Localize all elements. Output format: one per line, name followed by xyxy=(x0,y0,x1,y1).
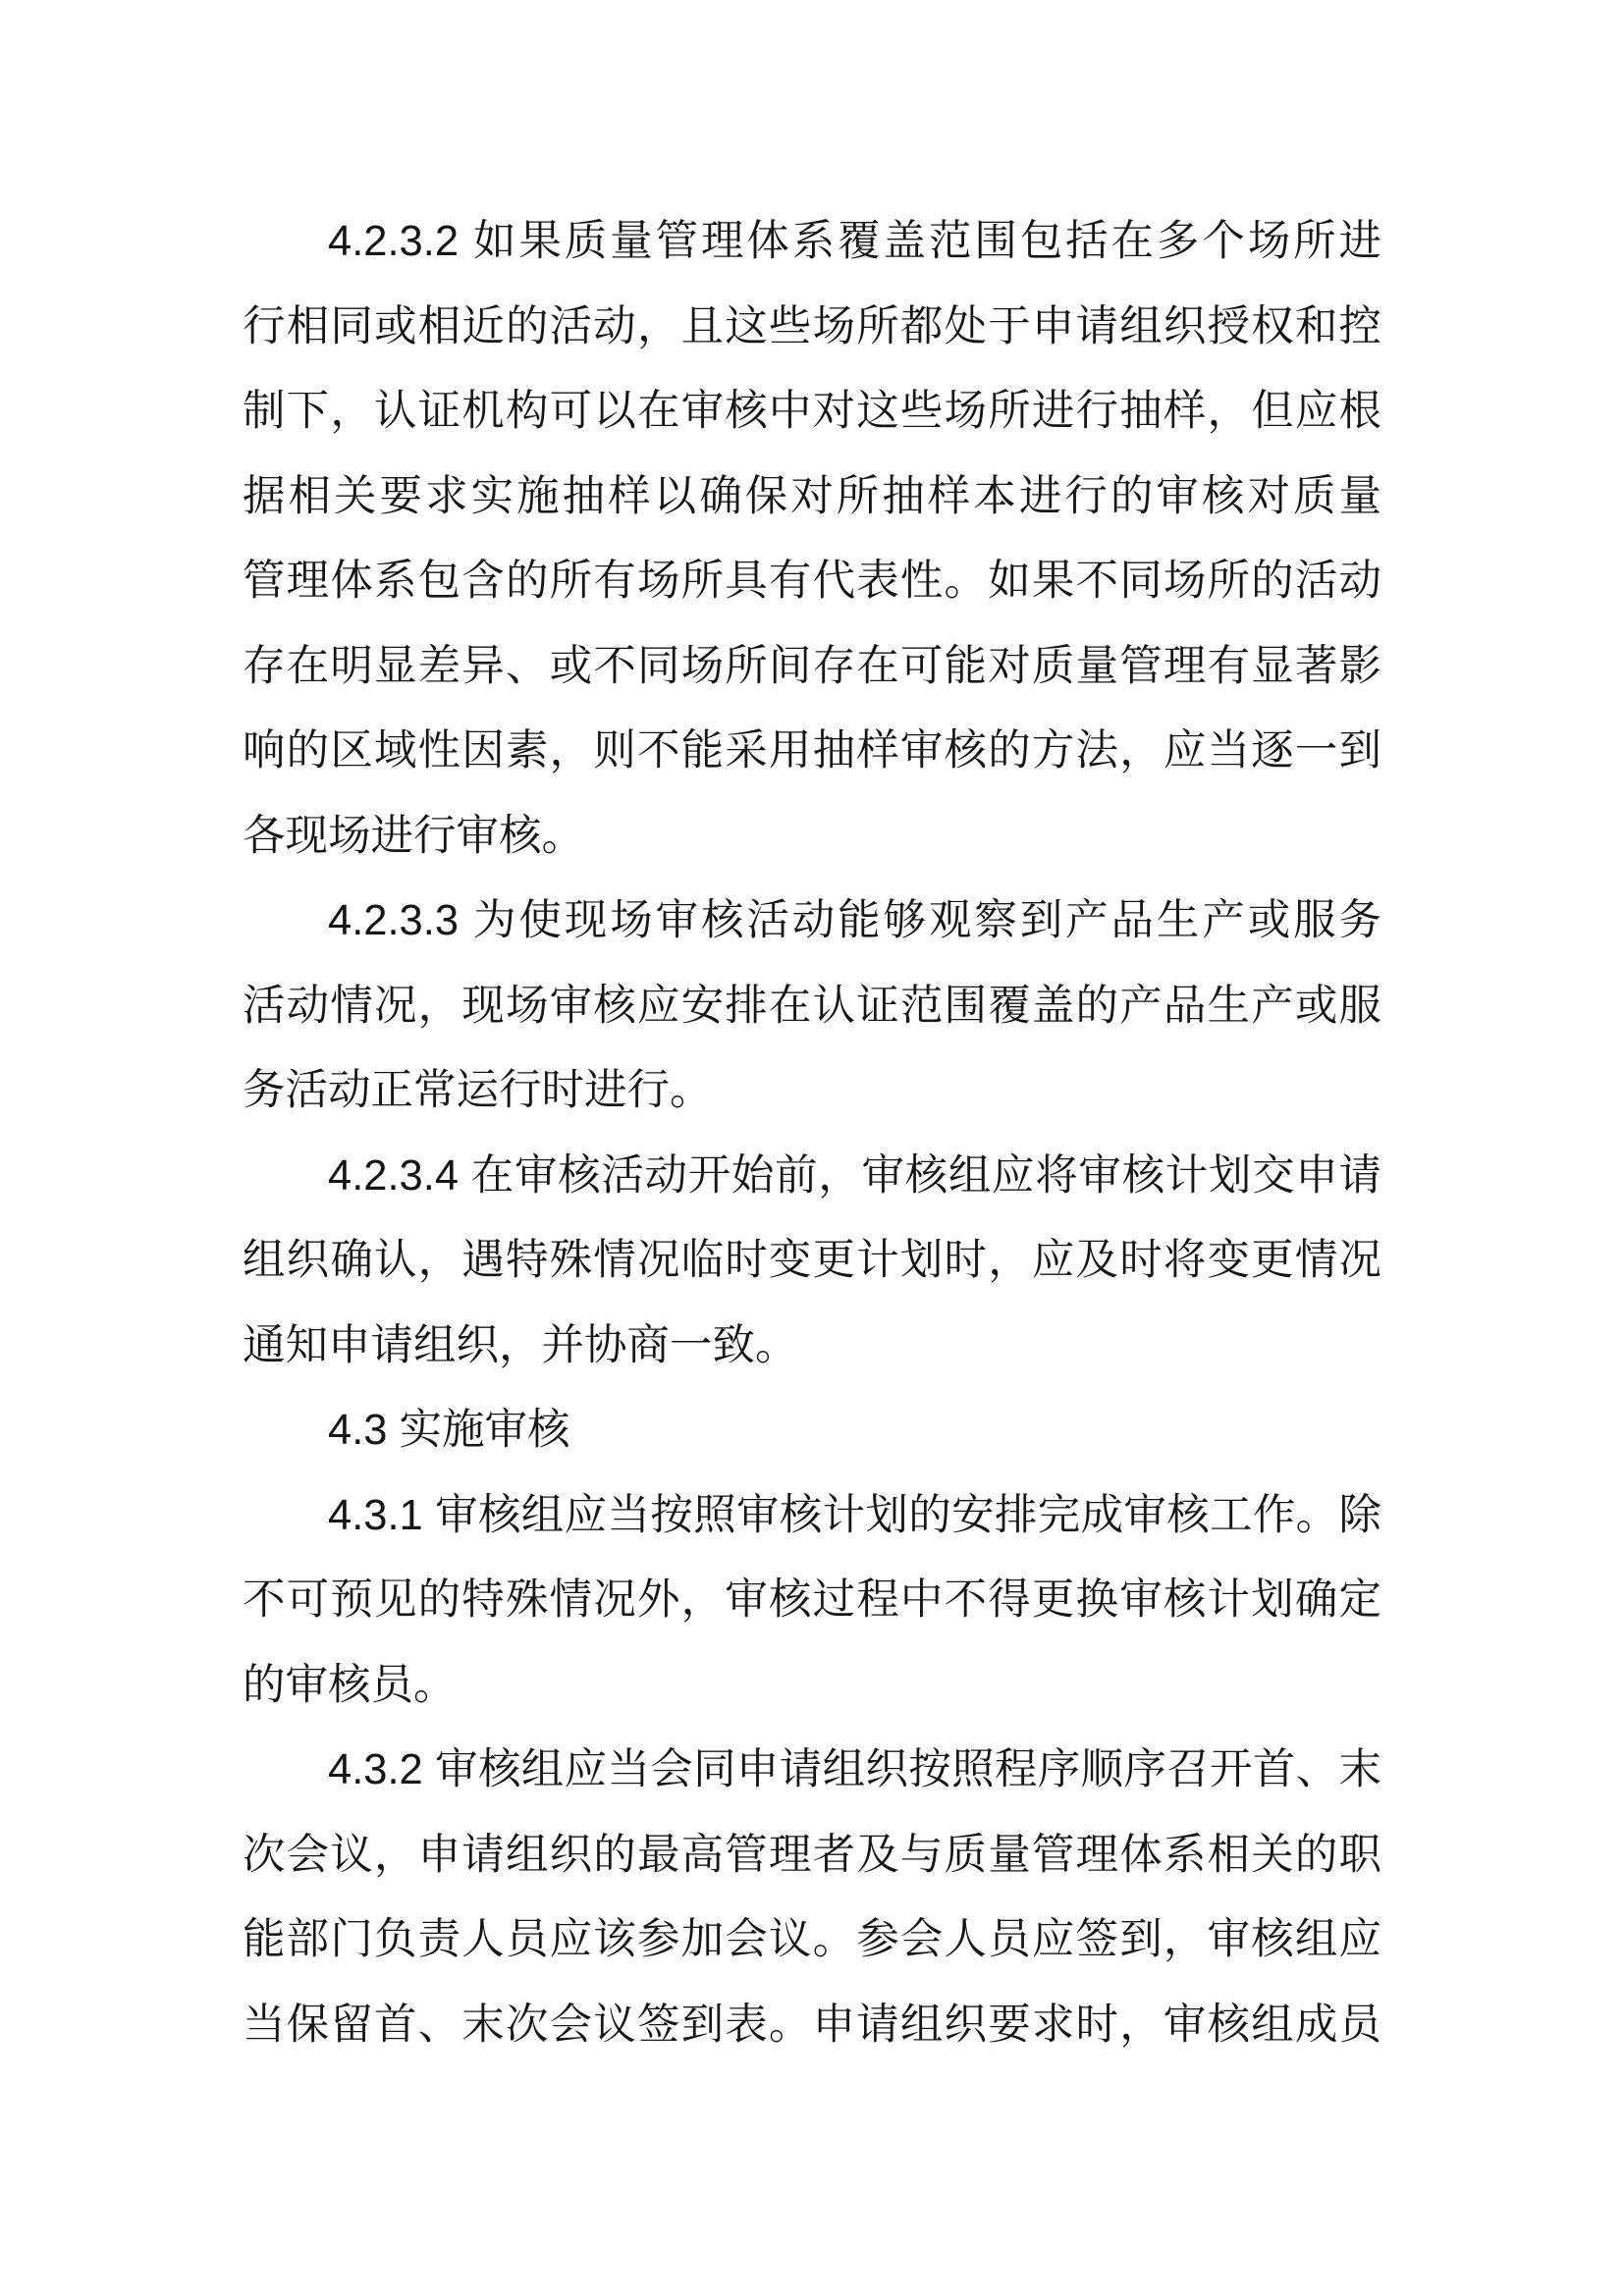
text-line: 4.3.2 审核组应当会同申请组织按照程序顺序召开首、末 xyxy=(328,1746,1381,1793)
text-line: 存在明显差异、或不同场所间存在可能对质量管理有显著影 xyxy=(243,642,1381,690)
page-text xyxy=(243,199,1381,2067)
text-line: 务活动正常运行时进行。 xyxy=(243,1067,713,1114)
text-line: 4.2.3.4 在审核活动开始前，审核组应将审核计划交申请 xyxy=(328,1151,1381,1200)
text-line: 制下，认证机构可以在审核中对这些场所进行抽样，但应根 xyxy=(243,388,1381,435)
text-line: 管理体系包含的所有场所具有代表性。如果不同场所的活动 xyxy=(243,558,1381,605)
text-line: 组织确认，遇特殊情况临时变更计划时，应及时将变更情况 xyxy=(243,1237,1381,1284)
text-line: 据相关要求实施抽样以确保对所抽样本进行的审核对质量 xyxy=(243,472,1381,520)
text-line: 4.3.1 审核组应当按照审核计划的安排完成审核工作。除 xyxy=(328,1491,1381,1539)
text-line: 能部门负责人员应该参加会议。参会人员应签到，审核组应 xyxy=(243,1916,1381,1963)
text-line: 4.2.3.2 如果质量管理体系覆盖范围包括在多个场所进 xyxy=(328,218,1381,265)
text-line: 当保留首、末次会议签到表。申请组织要求时，审核组成员 xyxy=(243,2001,1381,2049)
text-line: 各现场进行审核。 xyxy=(243,812,584,860)
text-line: 响的区域性因素，则不能采用抽样审核的方法，应当逐一到 xyxy=(243,727,1381,774)
text-line: 行相同或相近的活动，且这些场所都处于申请组织授权和控 xyxy=(243,302,1381,350)
text-line: 不可预见的特殊情况外，审核过程中不得更换审核计划确定 xyxy=(243,1576,1381,1624)
text-line: 4.2.3.3 为使现场审核活动能够观察到产品生产或服务 xyxy=(328,897,1381,944)
text-line: 次会议，申请组织的最高管理者及与质量管理体系相关的职 xyxy=(243,1831,1381,1879)
text-line: 活动情况，现场审核应安排在认证范围覆盖的产品生产或服 xyxy=(243,982,1381,1030)
section-heading: 4.3 实施审核 xyxy=(328,1407,570,1454)
text-line: 通知申请组织，并协商一致。 xyxy=(243,1321,798,1369)
text-line: 的审核员。 xyxy=(243,1661,457,1709)
